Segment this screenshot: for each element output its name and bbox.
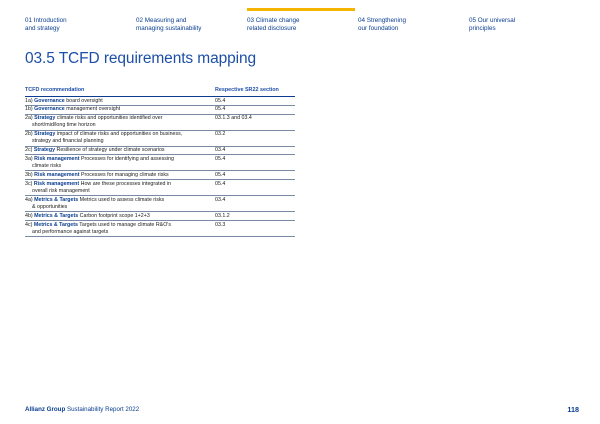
section-cell: 05.4 (215, 97, 226, 104)
section-cell: 03.4 (215, 147, 226, 154)
recommendation-text: How are these processes integrated in (79, 180, 172, 187)
page-number: 118 (567, 405, 579, 414)
nav-label-line1: 03 Climate change (247, 17, 300, 24)
table-row (25, 106, 295, 115)
section-cell: 05.4 (215, 171, 226, 178)
nav-indicator (136, 8, 244, 11)
section-cell: 03.4 (215, 196, 226, 203)
table-header (25, 85, 295, 97)
recommendation-text: climate risks and opportunities identified over (55, 115, 163, 122)
recommendation-keyword: Governance (34, 106, 65, 113)
footer-report-name: Sustainability Report 2022 (65, 406, 140, 413)
table-row (25, 180, 295, 196)
nav-label-line2: related disclosure (247, 25, 297, 33)
recommendation-code: 4a) (25, 196, 33, 203)
nav-indicator (358, 8, 466, 11)
table-row (25, 171, 295, 180)
recommendation-keyword: Metrics & Targets (33, 221, 78, 228)
recommendation-keyword: Risk management (34, 171, 80, 178)
nav-item-climate-change[interactable] (247, 8, 347, 33)
nav-item-strengthening[interactable] (358, 8, 458, 33)
nav-label-line2: managing sustainability (136, 25, 202, 33)
page-title: 03.5 TCFD requirements mapping (25, 50, 257, 67)
recommendation-cell (25, 196, 211, 211)
recommendation-text: management oversight (64, 106, 121, 113)
table-row (25, 97, 295, 106)
table-row (25, 221, 295, 237)
table-row (25, 155, 295, 171)
recommendation-code: 4c) (25, 221, 33, 228)
table-row (25, 212, 295, 221)
recommendation-text: Metrics used to assess climate risks (78, 196, 165, 203)
recommendation-text: Targets used to manage climate R&O's (77, 221, 171, 228)
recommendation-text-continued: short/mid/long time horizon (32, 122, 96, 129)
recommendation-code: 3c) (25, 180, 33, 187)
nav-item-measuring[interactable] (136, 8, 236, 33)
recommendation-cell (25, 97, 211, 105)
recommendation-keyword: Risk management (34, 155, 80, 162)
section-cell: 05.4 (215, 180, 226, 187)
recommendation-code: 2b) (25, 131, 33, 138)
section-cell: 03.2 (215, 131, 226, 138)
recommendation-cell (25, 115, 211, 130)
recommendation-cell (25, 155, 211, 170)
nav-indicator (469, 8, 577, 11)
recommendation-code: 1a) (25, 97, 33, 104)
nav-label-line2: and strategy (25, 25, 60, 33)
recommendation-cell (25, 106, 211, 114)
recommendation-text-continued: and performance against targets (32, 228, 109, 235)
top-navigation (25, 8, 579, 36)
table-row (25, 115, 295, 131)
recommendation-code: 4b) (25, 212, 33, 219)
nav-indicator (25, 8, 133, 11)
recommendation-text: Carbon footprint scope 1+2+3 (78, 212, 150, 219)
recommendation-keyword: Governance (34, 97, 65, 104)
section-cell: 03.1.2 (215, 212, 230, 219)
header-section: Respective SR22 section (215, 87, 279, 93)
tcfd-mapping-table (25, 85, 295, 237)
recommendation-keyword: Strategy (34, 115, 56, 122)
nav-label-line1: 05 Our universal (469, 17, 516, 24)
recommendation-cell (25, 147, 211, 155)
recommendation-text: Resilience of strategy under climate scenarios (55, 147, 165, 154)
section-cell: 05.4 (215, 106, 226, 113)
recommendation-text: Processes for managing climate risks (79, 171, 169, 178)
section-cell: 03.3 (215, 221, 226, 228)
nav-label-line1: 04 Strengthening (358, 17, 406, 24)
recommendation-keyword: Risk management (33, 180, 80, 187)
footer-report-title (25, 406, 139, 413)
nav-label-line1: 02 Measuring and (136, 17, 187, 24)
recommendation-text: Processes for identifying and assessing (79, 155, 174, 162)
section-cell: 03.1.3 and 03.4 (215, 115, 252, 122)
recommendation-keyword: Metrics & Targets (34, 196, 79, 203)
nav-item-introduction[interactable] (25, 8, 125, 33)
recommendation-code: 1b) (25, 106, 33, 113)
recommendation-code: 3a) (25, 155, 33, 162)
header-recommendation: TCFD recommendation (25, 87, 85, 93)
recommendation-code: 3b) (25, 171, 33, 178)
nav-item-universal-principles[interactable] (469, 8, 569, 33)
recommendation-text-continued: strategy and financial planning (32, 138, 104, 145)
recommendation-cell (25, 171, 211, 179)
nav-label-line2: our foundation (358, 25, 399, 33)
table-row (25, 131, 295, 147)
recommendation-keyword: Strategy (34, 131, 56, 138)
recommendation-cell (25, 221, 211, 236)
section-cell: 05.4 (215, 155, 226, 162)
recommendation-text-continued: climate risks (32, 163, 62, 170)
table-row (25, 147, 295, 156)
recommendation-text-continued: & opportunities (32, 203, 68, 210)
recommendation-text-continued: overall risk management (32, 187, 90, 194)
table-body (25, 97, 295, 237)
footer-company: Allianz Group (25, 406, 66, 413)
nav-label-line2: principles (469, 25, 496, 33)
nav-active-indicator (247, 8, 355, 11)
recommendation-text: board oversight (64, 97, 103, 104)
nav-label-line1: 01 Introduction (25, 17, 67, 24)
recommendation-text: impact of climate risks and opportunities on business, (55, 131, 183, 138)
recommendation-cell (25, 131, 211, 146)
recommendation-keyword: Strategy (33, 147, 56, 154)
recommendation-keyword: Metrics & Targets (34, 212, 79, 219)
table-row (25, 196, 295, 212)
recommendation-code: 2c) (25, 147, 33, 154)
recommendation-cell (25, 212, 211, 220)
recommendation-code: 2a) (25, 115, 33, 122)
recommendation-cell (25, 180, 211, 195)
